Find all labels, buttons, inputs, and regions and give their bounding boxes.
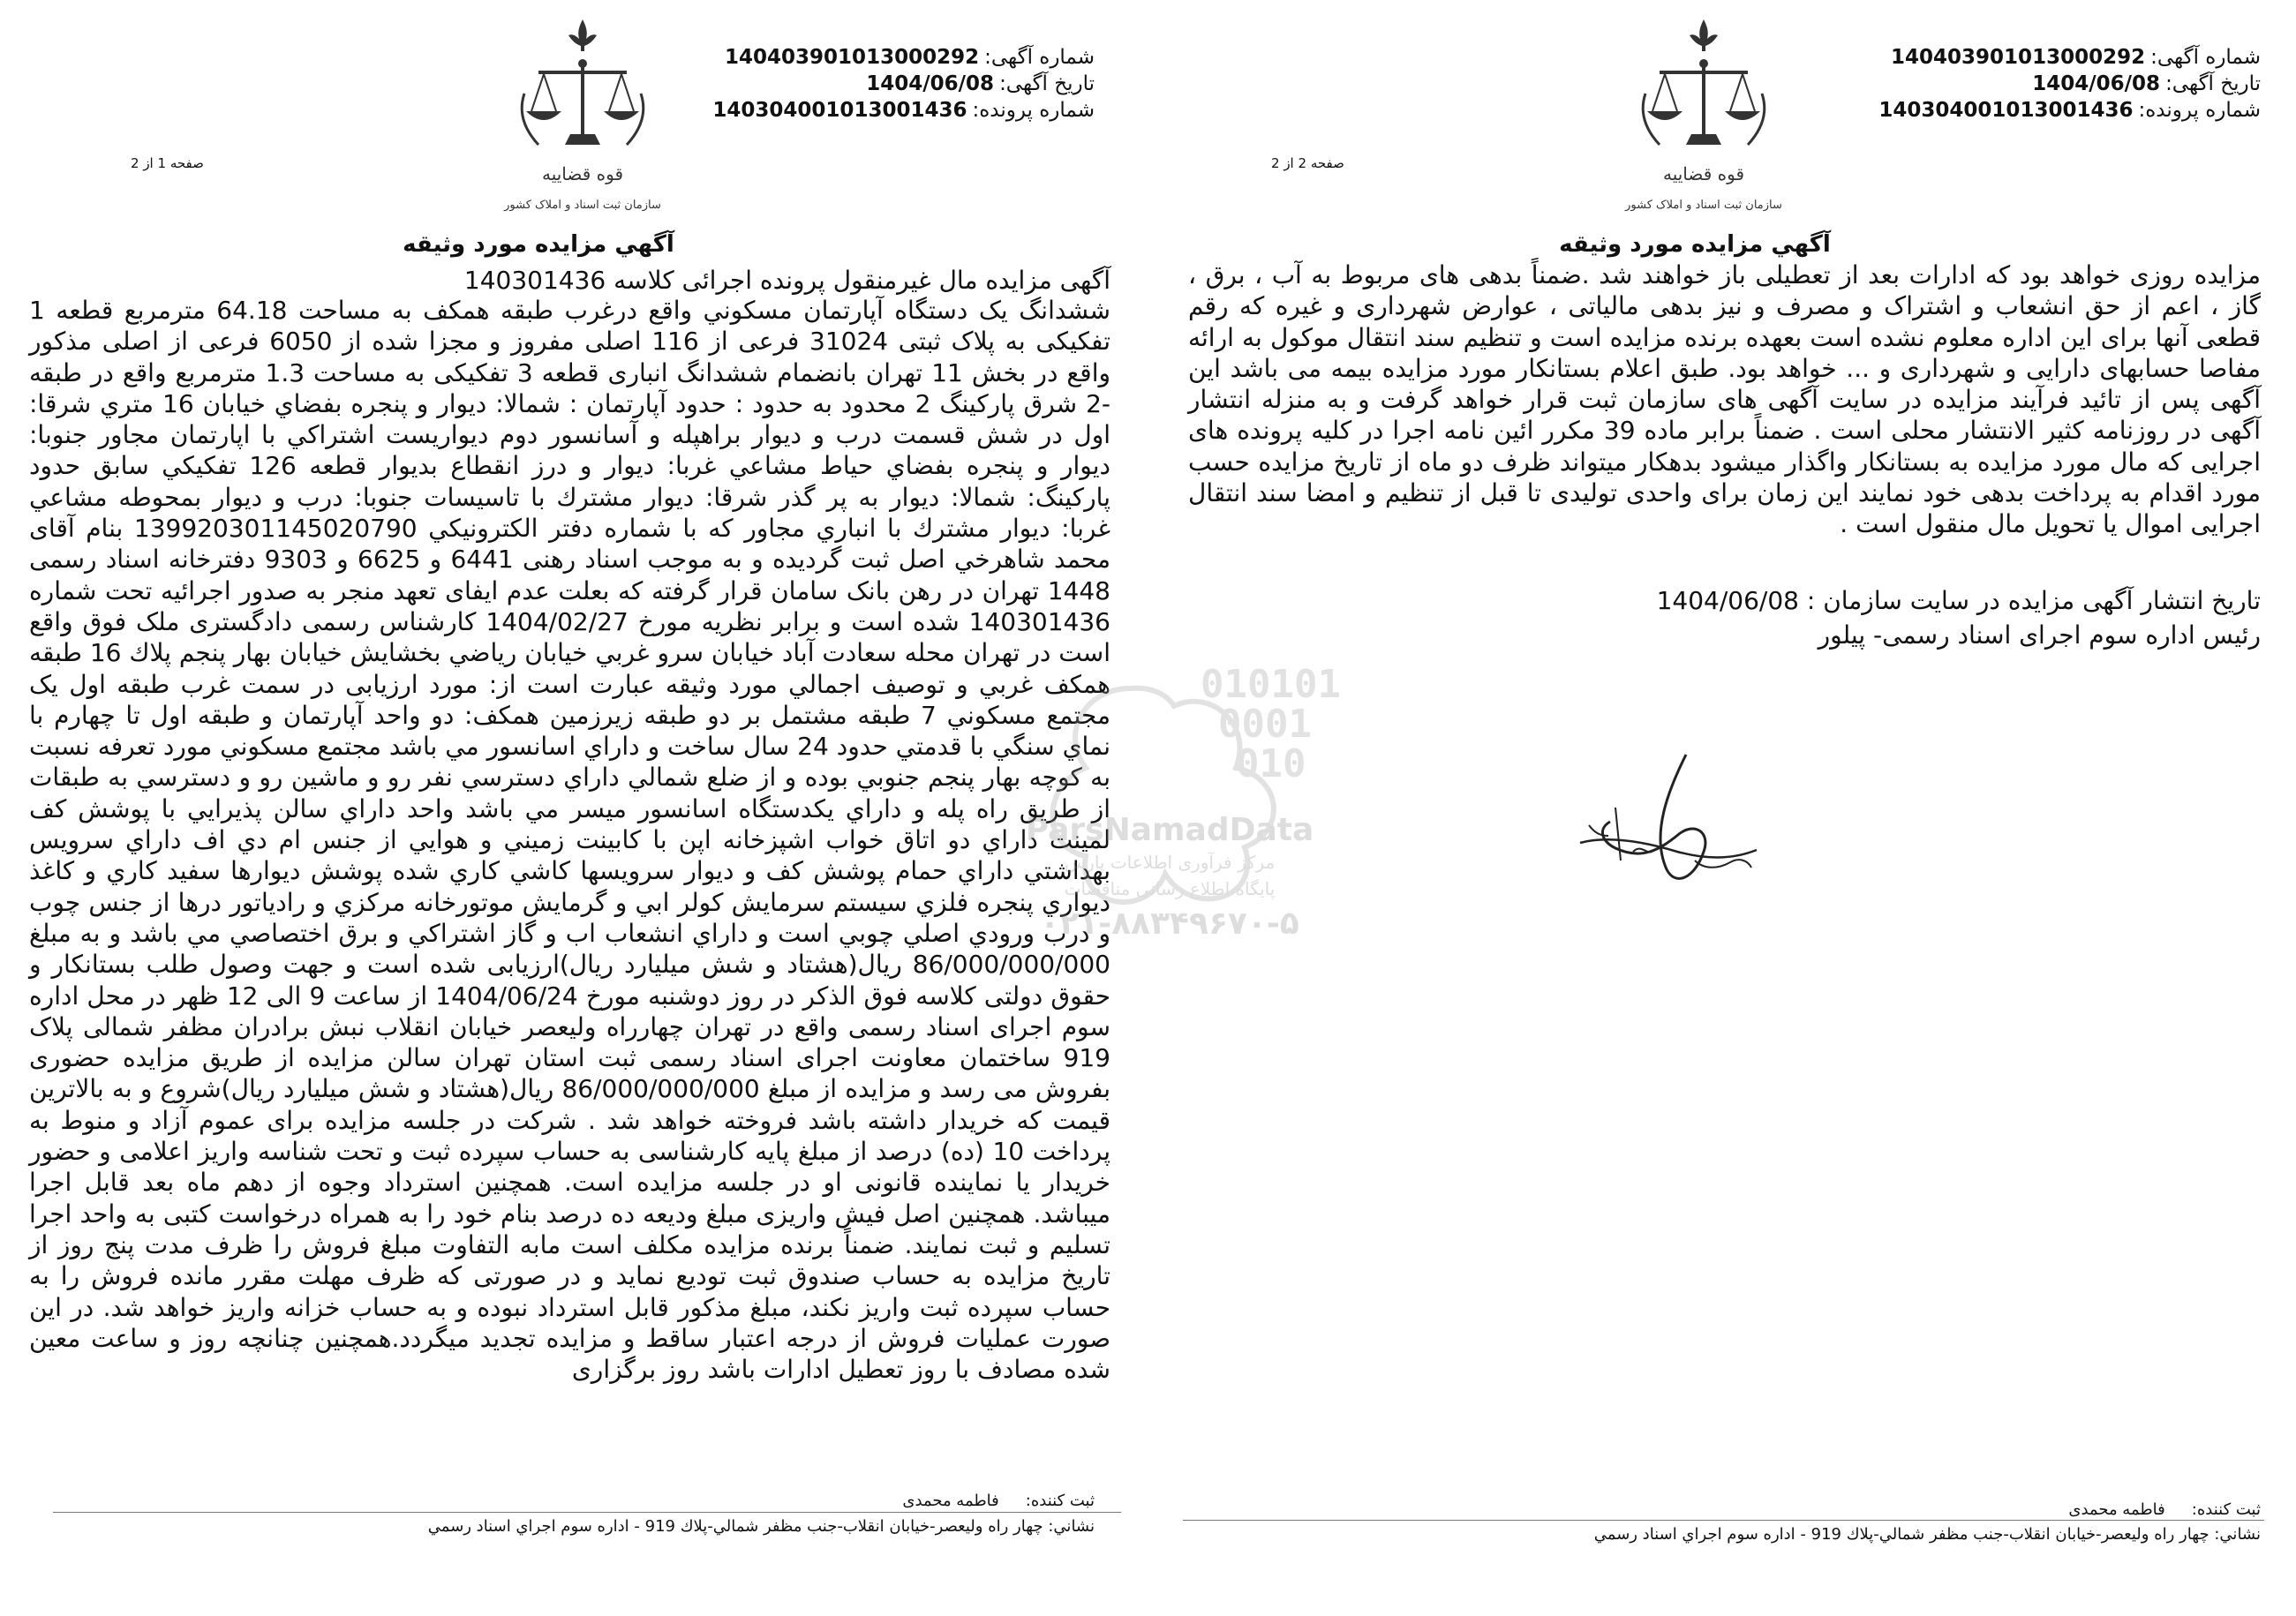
- notice-body: ششدانگ يک دستگاه آپارتمان مسكوني واقع درغرب طبقه همكف به مساحت 64.18 مترمربع قطعه 1 تفكيكی به پلاک ثبتی 31024 فرعی از 116 اصلی مفروز و مجزا شده از 6050 فرعی از اصلی مذکور واقع در بخش 11 تهران بانضمام ششدانگ انباری قطعه 3 تفکیکی به مساحت 1.3 مترمربع واقع در طبقه -2 شرق پارکینگ 2 محدود به حدود : حدود آپارتمان : شمالا: ديوار و پنجره بفضاي خيابان 16 متري شرقا: اول در شش قسمت درب و ديوار براهپله و آسانسور دوم ديواريست اشتراكي با اپارتمان مجاور جنوبا: ديوار و پنجره بفضاي حياط مشاعي غربا: ديوار و درز انقطاع بديوار قطعه 126 تفكيكي سابق حدود پاركينگ: شمالا: ديوار به پر گذر شرقا: ديوار مشترك با تاسيسات جنوبا: درب و ديوار بمحوطه مشاعي غربا: ديوار مشترك با انباري مجاور كه با شماره دفتر الكترونيكي 13992030114502079‌0 بنام آقای محمد شاهرخي اصل ثبت گرديده و به موجب اسناد رهنی 6441 و 6625 و 9303 دفترخانه اسناد رسمی 1448 تهران در رهن بانک سامان قرار گرفته که بعلت عدم ایفای تعهد منجر به صدور اجرائیه تحت شماره 140301436 شده است و برابر نظريه مورخ 1404/02/27 كارشناس رسمی دادگستری ملک فوق واقع است در تهران محله سعادت آباد خيابان سرو غربي خيابان رياضي بخشايش خيابان بهار پنجم پلاك 16 طبقه همكف غربي و توصيف اجمالي مورد وثيقه عبارت است از: مورد ارزيابی در سمت غرب طبقه اول يک مجتمع مسكوني 7 طبقه مشتمل بر دو طبقه زيرزمين همكف: دو واحد آپارتمان و طبقه اول تا چهارم با نماي سنگي با قدمتي حدود 24 سال ساخت و داراي اسانسور مي باشد مجتمع مسكوني مورد تعرفه نسبت به كوچه بهار پنجم جنوبي بوده و از ضلع شمالي داراي دسترسي نفر رو و ماشين رو و دسترسي به طبقات از طريق راه پله و داراي يكدستگاه اسانسور ميسر مي باشد واحد داراي سالن پذيرايي با پوشش كف لمينت داراي دو اتاق خواب اشپزخانه اپن با كابينت زميني و هوايي از جنس ام دي اف داراي سرويس بهداشتي داراي حمام پوشش كف و ديوار سرويسها كاشي كاري شده پوشش ديوارها سفيد كاري و كاغذ ديواري پنجره فلزي سيستم سرمايش كولر ابي و گرمايش موتورخانه مركزي و رادياتور درها از جنس چوب و درب ورودي اصلي چوبي است و داراي انشعاب اب و گاز اشتراكي و برق اختصاصي مي باشد و به مبلغ 86/000/000/000 ريال(هشتاد و شش ميليارد ريال)ارزيابی شده است و جهت وصول طلب بستانكار و حقوق دولتی كلاسه فوق الذكر در روز دوشنبه مورخ 1404/06/24 از ساعت 9 الی 12 ظهر در محل اداره سوم اجرای اسناد رسمی واقع در تهران چهارراه وليعصر خيابان انقلاب نبش برادران مظفر شمالی پلاک 919 ساختمان معاونت اجرای اسناد رسمی ثبت استان تهران سالن مزايده از طريق مزايده حضوری بفروش می رسد و مزايده از مبلغ 86/000/000/000 ريال(هشتاد و شش ميليارد ريال)شروع و به بالاترين قيمت كه خريدار داشته باشد فروخته خواهد شد . شركت در جلسه مزايده برای عموم آزاد و منوط به پرداخت 10 (ده) درصد از مبلغ پايه كارشناسی به حساب سپرده ثبت و تحت شناسه واريز اعلامی و حضور خريدار يا نماينده قانونی او در جلسه مزايده است. همچنين استرداد وجوه از دهم ماه بعد قابل اجرا ميباشد. همچنين اصل فيش واريزی مبلغ وديعه ده درصد بنام خود را به همراه درخواست كتبی به واحد اجرا تسليم و ثبت نمايند. ضمناً برنده مزايده مكلف است مابه التفاوت مبلغ فروش را ظرف مدت پنج روز از تاريخ مزايده به حساب صندوق ثبت توديع نمايد و در صورتی كه ظرف مهلت مقرر مانده فروش را به حساب سپرده ثبت واريز نكند، مبلغ مذكور قابل استرداد نبوده و به حساب خزانه واريز خواهد شد. در اين صورت عمليات فروش از درجه اعتبار ساقط و مزايده تجديد ميگردد.همچنين چنانچه روز و ساعت معين شده مصادف با روز تعطيل ادارات باشد روز برگزاری: [29, 296, 1111, 1385]
- page-indicator: صفحه 1 از 2: [131, 155, 204, 171]
- header-fields: [1878, 44, 2261, 124]
- ad-date-row: [712, 71, 1095, 97]
- judiciary-emblem-icon: [1624, 12, 1783, 242]
- watermark-digits-2: 0001: [1218, 702, 1312, 747]
- ad-number-row: [1878, 44, 2261, 71]
- chief-title-line: رئیس اداره سوم اجرای اسناد رسمی- پیلور: [1818, 620, 2261, 650]
- page-title: آگهي مزايده مورد وثيقه: [1559, 231, 1831, 258]
- registrar-name: فاطمه محمدی: [2068, 1500, 2165, 1519]
- page-two: [1148, 0, 2296, 1616]
- notice-body: مزایده روزی خواهد بود که ادارات بعد از تعطیلی باز خواهند شد .ضمناً بدهی های مربوط به آب ، برق ، گاز ، اعم از حق انشعاب و اشتراک و مصرف و نیز بدهی مالیاتی ، عوارض شهرداری و غیره که رقم قطعی آنها برای این اداره معلوم نشده است بعهده برنده مزایده است و تنظیم سند انتقال موکول به ارائه مفاصا حسابهای دارایی و شهرداری و ... خواهد بود. طبق اعلام بستانکار مورد مزایده بیمه می باشد این آگهی پس از تائید فرآیند مزایده در سایت آگهی های سازمان ثبت قرار خواهد گرفت و به منزله انتشار آگهی در روزنامه کثیر الانتشار محلی است . ضمناً برابر ماده 39 مکرر ائین نامه اجرا در کلیه پرونده های اجرایی که مال مورد مزایده به بستانکار واگذار میشود بدهکار میتواند ظرف دو ماه از تاریخ مزایده حسب مورد اقدام به پرداخت بدهی خود نمایند این زمان برای واحدی تولیدی تا قبل از تنظیم و امضا سند انتقال اجرایی اموال یا تحویل مال منقول است .: [1188, 260, 2261, 539]
- emblem-caption-judiciary: قوه قضاییه: [1662, 163, 1745, 184]
- ad-number-label: شماره آگهی:: [984, 46, 1095, 69]
- case-number-label: شماره پرونده:: [972, 99, 1095, 122]
- office-address: نشاني: چهار راه وليعصر-خيابان انقلاب-جنب مظفر شمالي-پلاك 919 - اداره سوم اجراي اسناد رسمي: [1593, 1525, 2261, 1544]
- case-number-row: [1878, 97, 2261, 124]
- ad-date-label: تاریخ آگهی:: [2165, 72, 2261, 95]
- notice-heading-line: آگهی مزایده مال غیرمنقول پرونده اجرائی کلاسه 140301436: [463, 266, 1110, 295]
- watermark-caption-2: پایگاه اطلاع رسانی مناقصات: [1064, 878, 1276, 899]
- registrar-name: فاطمه محمدی: [902, 1492, 999, 1510]
- emblem-caption-judiciary: قوه قضاییه: [541, 163, 624, 184]
- ad-date-row: [1878, 71, 2261, 97]
- ad-number-value: 140403901013000292: [1891, 46, 2146, 69]
- registrar-line: [2068, 1500, 2261, 1519]
- watermark-digits-1: 010101: [1201, 662, 1341, 707]
- ad-number-label: شماره آگهی:: [2150, 46, 2261, 69]
- watermark-caption-1: مرکز فرآوری اطلاعات پارس: [1064, 852, 1276, 873]
- ad-number-value: 140403901013000292: [725, 46, 980, 69]
- watermark-phone: ۰۲۱-۸۸۳۴۹۶۷۰-۵: [1040, 906, 1299, 942]
- signature-icon: [1562, 737, 1783, 905]
- case-number-value: 140304001013001436: [712, 99, 967, 122]
- ad-number-row: [712, 44, 1095, 71]
- registrar-label: ثبت کننده:: [2191, 1500, 2261, 1519]
- case-number-label: شماره پرونده:: [2138, 99, 2261, 122]
- footer-divider: [1183, 1520, 2264, 1521]
- registrar-line: [902, 1492, 1095, 1510]
- office-address: نشاني: چهار راه وليعصر-خيابان انقلاب-جنب مظفر شمالي-پلاك 919 - اداره سوم اجراي اسناد رسمي: [427, 1517, 1095, 1536]
- page-title: آگهي مزايده مورد وثيقه: [403, 231, 674, 258]
- footer-divider: [53, 1512, 1121, 1513]
- judiciary-emblem-icon: [503, 12, 662, 242]
- ad-date-value: 1404/06/08: [2032, 72, 2161, 95]
- publish-date-line: تاریخ انتشار آگهی مزایده در سایت سازمان : 1404/06/08: [1656, 586, 2261, 615]
- emblem-caption-organization: سازمان ثبت اسناد و املاک کشور: [1625, 199, 1782, 212]
- case-number-row: [712, 97, 1095, 124]
- header-fields: [712, 44, 1095, 124]
- case-number-value: 140304001013001436: [1878, 99, 2134, 122]
- watermark-digits-3: 010: [1236, 741, 1306, 786]
- watermark-brand: ParsNamadData: [1025, 812, 1314, 848]
- page-indicator: صفحه 2 از 2: [1271, 155, 1344, 171]
- ad-date-label: تاریخ آگهی:: [999, 72, 1095, 95]
- emblem-caption-organization: سازمان ثبت اسناد و املاک کشور: [504, 199, 661, 212]
- registrar-label: ثبت کننده:: [1025, 1492, 1095, 1510]
- ad-date-value: 1404/06/08: [866, 72, 995, 95]
